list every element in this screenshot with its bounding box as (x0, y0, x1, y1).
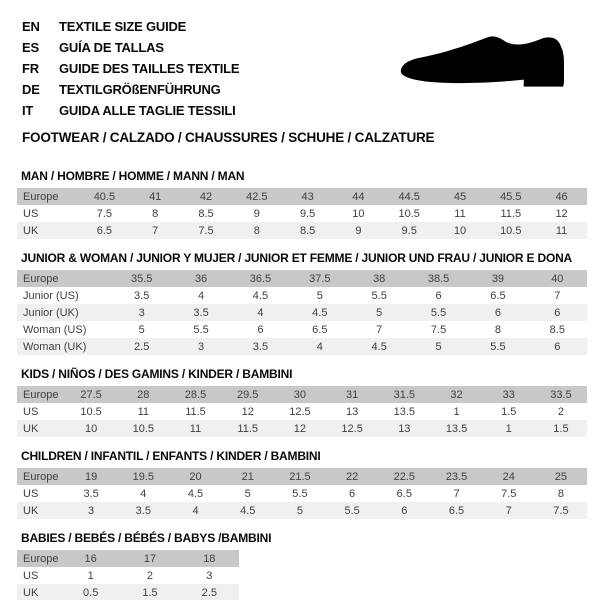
size-cell: 35.5 (130, 272, 153, 285)
size-cell: 42.5 (246, 190, 268, 203)
size-cell: 7.5 (198, 224, 214, 237)
size-cell: 4.5 (252, 289, 269, 302)
size-cell: 6.5 (96, 224, 113, 237)
table-row (17, 321, 587, 338)
row-label: US (23, 487, 39, 500)
size-cell: 4.5 (312, 306, 328, 319)
table-row (17, 338, 587, 355)
size-table-section (17, 449, 587, 519)
size-cell: 25 (554, 470, 568, 483)
table-row (17, 567, 239, 584)
size-cell: 2.5 (134, 340, 150, 353)
size-cell: 29.5 (237, 388, 259, 401)
size-cell: 12 (241, 405, 254, 418)
size-cell: 7.5 (430, 323, 447, 336)
row-label: US (23, 207, 39, 220)
size-cell: 24 (502, 470, 515, 483)
size-cell: 11 (189, 422, 202, 435)
size-cell: 33.5 (550, 388, 572, 401)
size-cell: 4 (257, 306, 264, 319)
size-cell: 30 (293, 388, 307, 401)
row-label: Europe (23, 552, 59, 565)
size-cell: 1.5 (142, 586, 158, 599)
row-label: US (23, 405, 39, 418)
size-cell: 40 (551, 272, 564, 285)
size-cell: 7 (453, 487, 460, 500)
size-cell: 12.5 (289, 405, 311, 418)
size-cell: 6 (401, 504, 408, 517)
row-label: UK (23, 224, 39, 237)
table-row (17, 550, 239, 567)
row-label: Junior (UK) (23, 306, 79, 319)
language-title: TEXTILE SIZE GUIDE (59, 19, 187, 34)
size-cell: 3 (206, 569, 213, 582)
size-cell: 6 (349, 487, 356, 500)
size-cell: 8.5 (198, 207, 214, 220)
size-cell: 7.5 (553, 504, 569, 517)
table-row (17, 403, 587, 420)
size-cell: 22.5 (393, 470, 416, 483)
size-cell: 31 (345, 388, 359, 401)
size-cell: 11.5 (500, 207, 522, 220)
size-cell: 6.5 (490, 289, 506, 302)
table-row (17, 485, 587, 502)
row-label: Woman (US) (23, 323, 87, 336)
size-cell: 12 (555, 207, 568, 220)
size-cell: 10 (352, 207, 365, 220)
size-cell: 5 (138, 323, 145, 336)
language-code: ES (22, 40, 39, 55)
size-cell: 10 (84, 422, 98, 435)
size-table (17, 468, 587, 519)
size-cell: 3 (138, 306, 145, 319)
language-code: EN (22, 19, 40, 34)
size-cell: 45.5 (500, 190, 522, 203)
size-cell: 7.5 (501, 487, 517, 500)
size-cell: 6 (554, 306, 561, 319)
size-cell: 10.5 (132, 422, 155, 435)
size-cell: 5.5 (292, 487, 308, 500)
row-label: UK (23, 504, 39, 517)
size-cell: 46 (555, 190, 568, 203)
size-cell: 5 (376, 306, 383, 319)
row-label: UK (23, 586, 39, 599)
size-cell: 41 (149, 190, 162, 203)
size-cell: 1 (505, 422, 512, 435)
row-label: Junior (US) (23, 289, 79, 302)
size-cell: 5 (435, 340, 442, 353)
language-code: DE (22, 82, 40, 97)
size-cell: 11 (137, 405, 150, 418)
size-cell: 1 (453, 405, 460, 418)
table-row (17, 287, 587, 304)
size-cell: 4 (316, 340, 323, 353)
size-table (17, 550, 239, 600)
table-row (17, 304, 587, 321)
table-row (17, 386, 587, 403)
size-cell: 10.5 (80, 405, 102, 418)
row-label: Europe (23, 190, 59, 203)
size-cell: 8 (557, 487, 564, 500)
size-table (17, 386, 587, 437)
size-cell: 9 (355, 224, 362, 237)
size-cell: 6.5 (396, 487, 412, 500)
size-cell: 11.5 (185, 405, 206, 418)
table-row (17, 420, 587, 437)
size-cell: 6.5 (448, 504, 465, 517)
table-title: CHILDREN / INFANTIL / ENFANTS / KINDER / BAMBINI (21, 449, 321, 463)
size-cell: 3.5 (252, 340, 269, 353)
size-cell: 36.5 (249, 272, 272, 285)
size-cell: 45 (453, 190, 467, 203)
size-cell: 31.5 (393, 388, 416, 401)
language-title: GUÍA DE TALLAS (59, 40, 164, 55)
table-row (17, 222, 587, 239)
size-cell: 9.5 (299, 207, 316, 220)
language-row-en (22, 16, 587, 37)
size-cell: 3.5 (83, 487, 99, 500)
size-cell: 4.5 (240, 504, 256, 517)
table-title: KIDS / NIÑOS / DES GAMINS / KINDER / BAMBINI (21, 367, 293, 381)
size-cell: 9.5 (401, 224, 417, 237)
size-cell: 33 (502, 388, 515, 401)
size-cell: 21.5 (289, 470, 311, 483)
size-cell: 2.5 (201, 586, 217, 599)
size-cell: 3.5 (193, 306, 209, 319)
size-cell: 18 (203, 552, 216, 565)
size-cell: 40.5 (93, 190, 116, 203)
size-cell: 4.5 (187, 487, 204, 500)
size-cell: 39 (491, 272, 505, 285)
size-cell: 38.5 (427, 272, 450, 285)
size-cell: 13.5 (393, 405, 416, 418)
language-code: IT (22, 103, 34, 118)
size-cell: 13.5 (445, 422, 468, 435)
size-cell: 0.5 (83, 586, 99, 599)
size-cell: 7 (376, 323, 383, 336)
size-cell: 10.5 (398, 207, 420, 220)
size-cell: 19 (84, 470, 98, 483)
size-cell: 10 (453, 224, 467, 237)
size-cell: 11 (454, 207, 466, 220)
size-table-section (17, 531, 587, 600)
size-cell: 21 (241, 470, 254, 483)
table-row (17, 468, 587, 485)
size-cell: 7 (505, 504, 512, 517)
size-cell: 3.5 (135, 504, 151, 517)
size-cell: 2 (557, 405, 564, 418)
size-cell: 7 (152, 224, 159, 237)
language-title: GUIDA ALLE TAGLIE TESSILI (59, 103, 236, 118)
table-title: BABIES / BEBÉS / BÉBÉS / BABYS /BAMBINI (21, 531, 272, 545)
size-cell: 5.5 (430, 306, 447, 319)
row-label: UK (23, 422, 39, 435)
size-cell: 12 (293, 422, 307, 435)
language-title: GUIDE DES TAILLES TEXTILE (59, 61, 240, 76)
table-row (17, 584, 239, 600)
size-cell: 5.5 (193, 323, 209, 336)
size-cell: 8.5 (299, 224, 316, 237)
size-cell: 3.5 (134, 289, 150, 302)
size-cell: 38 (373, 272, 386, 285)
size-cell: 13 (398, 422, 411, 435)
size-cell: 1.5 (501, 405, 517, 418)
size-cell: 43 (301, 190, 314, 203)
size-cell: 32 (450, 388, 463, 401)
language-code: FR (22, 61, 39, 76)
table-title: JUNIOR & WOMAN / JUNIOR Y MUJER / JUNIOR ET FEMME / JUNIOR UND FRAU / JUNIOR E DONA (21, 251, 573, 265)
size-cell: 23.5 (445, 470, 468, 483)
size-cell: 6 (494, 306, 501, 319)
table-row (17, 502, 587, 519)
row-label: Europe (23, 272, 59, 285)
size-cell: 7.5 (96, 207, 113, 220)
table-row (17, 205, 587, 222)
size-cell: 28.5 (184, 388, 207, 401)
size-cell: 17 (143, 552, 157, 565)
size-table (17, 270, 587, 355)
size-cell: 4 (140, 487, 147, 500)
size-cell: 8.5 (549, 323, 565, 336)
size-cell: 12.5 (341, 422, 363, 435)
size-cell: 3 (198, 340, 205, 353)
size-cell: 42 (199, 190, 213, 203)
row-label: US (23, 569, 39, 582)
size-cell: 44 (352, 190, 365, 203)
dress-shoe-icon (399, 35, 567, 87)
size-cell: 10.5 (500, 224, 522, 237)
size-cell: 11 (555, 224, 568, 237)
size-cell: 5.5 (490, 340, 506, 353)
size-cell: 3 (88, 504, 95, 517)
language-row-it (22, 100, 587, 121)
size-cell: 9 (253, 207, 260, 220)
size-cell: 5 (316, 289, 323, 302)
size-cell: 28 (137, 388, 150, 401)
size-table (17, 188, 587, 239)
language-title: TEXTILGRÖßENFÜHRUNG (59, 82, 221, 97)
size-cell: 5.5 (344, 504, 360, 517)
size-cell: 6.5 (312, 323, 328, 336)
size-cell: 4.5 (371, 340, 387, 353)
size-cell: 7 (554, 289, 561, 302)
size-cell: 2 (146, 569, 154, 582)
size-cell: 22 (345, 470, 359, 483)
size-cell: 19.5 (132, 470, 155, 483)
size-cell: 5 (244, 487, 251, 500)
size-cell: 36 (194, 272, 208, 285)
table-row (17, 188, 587, 205)
size-cell: 6 (554, 340, 561, 353)
size-cell: 27.5 (80, 388, 102, 401)
size-cell: 5 (296, 504, 303, 517)
size-table-section (17, 169, 587, 239)
size-cell: 8 (152, 207, 159, 220)
size-cell: 6 (257, 323, 264, 336)
size-cell: 37.5 (309, 272, 331, 285)
size-cell: 16 (84, 552, 97, 565)
size-tables (17, 169, 587, 600)
size-table-section (17, 367, 587, 437)
category-line: FOOTWEAR / CALZADO / CHAUSSURES / SCHUHE / CALZATURE (22, 130, 435, 145)
size-cell: 6 (435, 289, 442, 302)
size-cell: 4 (198, 289, 205, 302)
size-cell: 20 (189, 470, 202, 483)
row-label: Europe (23, 388, 59, 401)
size-cell: 13 (345, 405, 359, 418)
size-table-section (17, 251, 587, 355)
size-cell: 5.5 (371, 289, 387, 302)
size-cell: 1 (87, 569, 94, 582)
row-label: Woman (UK) (23, 340, 87, 353)
size-cell: 44.5 (398, 190, 420, 203)
size-cell: 1.5 (553, 422, 569, 435)
table-row (17, 270, 587, 287)
row-label: Europe (23, 470, 59, 483)
size-cell: 11.5 (237, 422, 258, 435)
size-cell: 4 (192, 504, 199, 517)
size-cell: 8 (494, 323, 501, 336)
table-title: MAN / HOMBRE / HOMME / MANN / MAN (21, 169, 245, 183)
size-cell: 8 (253, 224, 260, 237)
